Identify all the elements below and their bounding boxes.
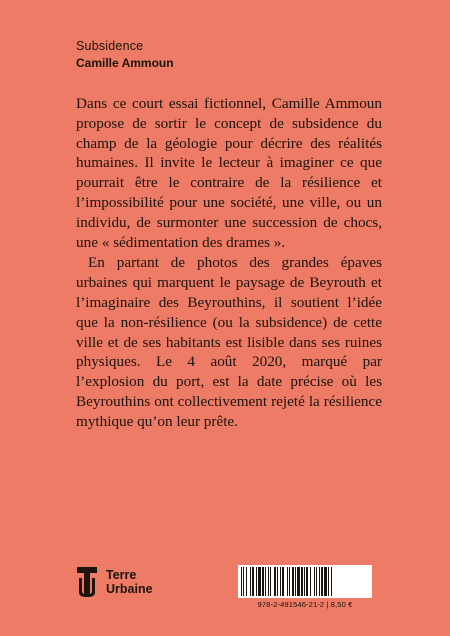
publisher-name (106, 568, 153, 596)
barcode-bar (268, 567, 269, 596)
publisher-name-line-1: Terre (106, 568, 137, 582)
barcode-block (238, 565, 372, 609)
barcode-bar (331, 567, 332, 596)
barcode-bar (328, 567, 329, 596)
blurb (76, 94, 382, 432)
barcode-bar (241, 567, 242, 596)
barcode-bar (262, 567, 264, 596)
barcode-bar (316, 567, 317, 596)
barcode-bar (295, 567, 296, 596)
blurb-paragraph-2: En partant de photos des grandes épaves urbaines qui marquent le paysage de Beyrouth et l’imaginaire des Beyrouthins, il soutient l’idée que la non-résilience (ou la subsidence) de cette ville et de ses habitants est lisible dans ses ruines physiques. Le 4 août 2020, marqué par l’explosion du port, est la date précise où les Beyrouthins ont collectivement rejeté la résilience mythique qu’on leur prête. (76, 254, 382, 430)
barcode-bar (280, 567, 281, 596)
barcode-bar (304, 567, 305, 596)
publisher-name-line-2: Urbaine (106, 582, 153, 596)
barcode-bar (246, 567, 247, 596)
tu-logo-icon (76, 566, 98, 598)
barcode-bar (250, 567, 251, 596)
barcode-bar (274, 567, 276, 596)
barcode-bar (287, 567, 288, 596)
barcode-bar (270, 567, 271, 596)
barcode-bar (265, 567, 266, 596)
isbn-price: 978-2-491546-21-2 | 8,50 € (257, 600, 353, 609)
barcode-bar (324, 567, 327, 596)
barcode-bar (301, 567, 303, 596)
barcode-bar (252, 567, 254, 596)
publisher-logo (76, 566, 153, 598)
barcode-bar (321, 567, 323, 596)
book-title: Subsidence (76, 39, 144, 53)
barcode-bar (292, 567, 294, 596)
barcode-bar (277, 567, 278, 596)
barcode-icon (238, 565, 372, 598)
barcode-bar (310, 567, 311, 596)
barcode-bar (256, 567, 257, 596)
barcode-bar (306, 567, 308, 596)
barcode-bar (289, 567, 290, 596)
book-author: Camille Ammoun (76, 56, 174, 70)
barcode-bar (258, 567, 261, 596)
barcode-bar (314, 567, 315, 596)
barcode-bar (297, 567, 300, 596)
barcode-bar (319, 567, 320, 596)
barcode-bar (243, 567, 244, 596)
blurb-paragraph-1: Dans ce court essai fictionnel, Camille Ammoun propose de sortir le concept de subsidence du champ de la géologie pour décrire des réalités humaines. Il invite le lecteur à imaginer ce que pourrait être le contraire de la résilience et l’impossibilité pour une société, une ville, ou un individu, de surmonter une succession de chocs, une « sédimentation des drames ». (76, 95, 382, 251)
barcode-bar (282, 567, 284, 596)
